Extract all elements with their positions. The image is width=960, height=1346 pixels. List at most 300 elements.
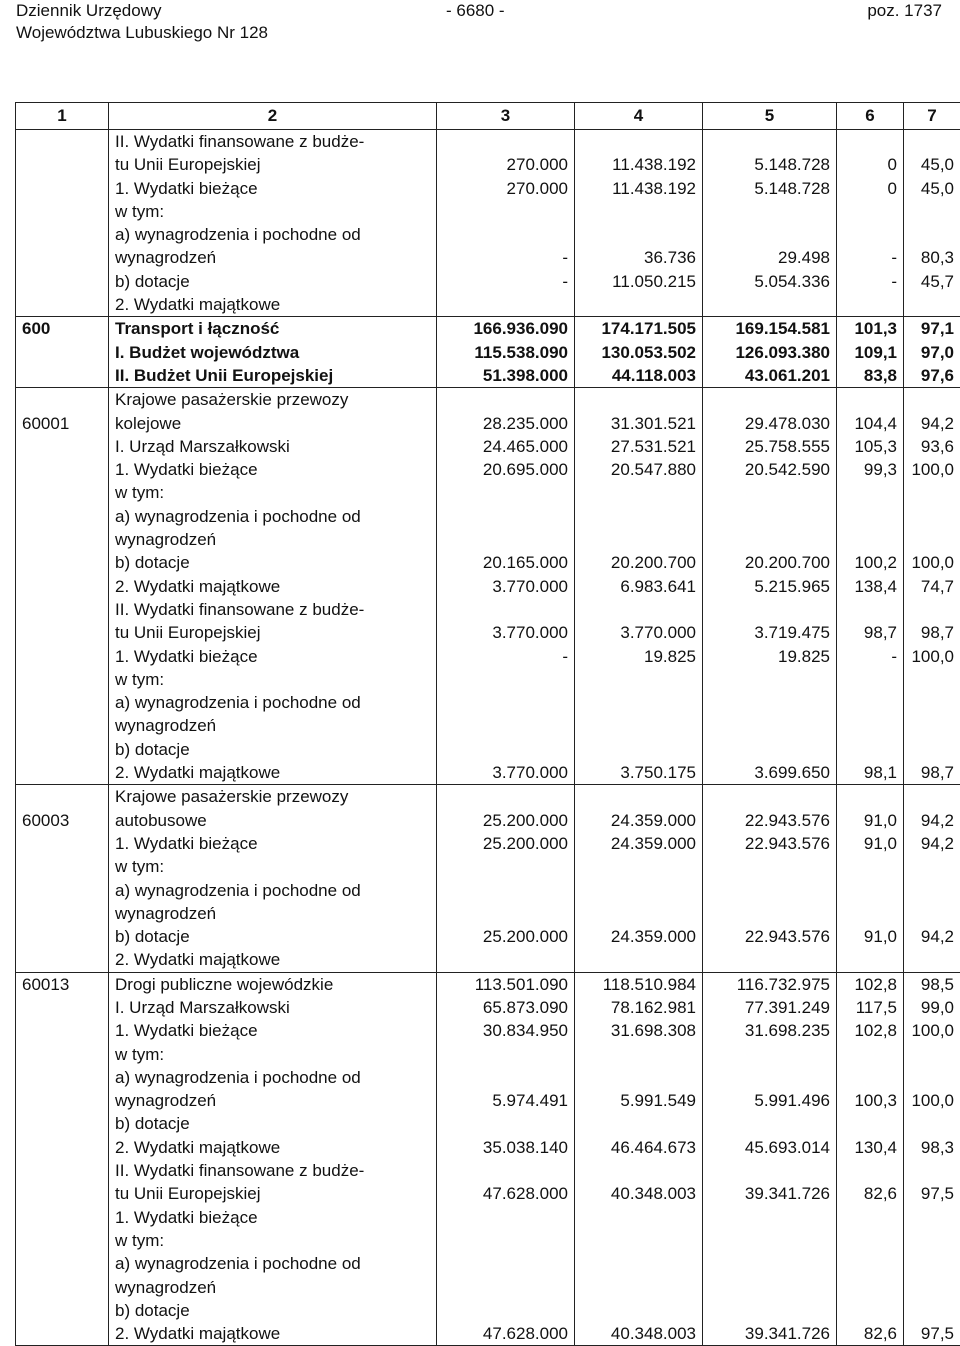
percent-initial-cell — [837, 855, 904, 878]
description-cell — [109, 130, 437, 177]
section-code-cell — [16, 177, 109, 200]
description-line: Krajowe pasażerskie przewozy — [115, 390, 349, 410]
table-row — [16, 1019, 960, 1042]
table-row — [16, 785, 960, 832]
section-code-cell — [16, 505, 109, 552]
description-line: b) dotacje — [115, 553, 190, 573]
table-row — [16, 130, 960, 177]
execution-cell: 5.148.728 — [703, 177, 837, 200]
column-header: 6 — [837, 103, 904, 130]
section-code-cell — [16, 1252, 109, 1299]
execution-cell: 3.719.475 — [703, 598, 837, 645]
execution-cell — [703, 1043, 837, 1066]
percent-changed-cell: 94,2 — [904, 832, 960, 855]
section-code-cell — [16, 1112, 109, 1135]
execution-cell: 5.054.336 — [703, 270, 837, 293]
plan-initial-cell: 25.200.000 — [437, 832, 575, 855]
plan-initial-cell — [437, 481, 575, 504]
description-cell — [109, 1066, 437, 1113]
plan-after-changes-cell: 3.770.000 — [575, 598, 703, 645]
description-line: Transport i łączność — [115, 319, 280, 339]
table-row — [16, 598, 960, 645]
percent-initial-cell: 98,7 — [837, 598, 904, 645]
percent-changed-cell — [904, 668, 960, 691]
execution-cell: 22.943.576 — [703, 925, 837, 948]
execution-cell: 3.699.650 — [703, 761, 837, 785]
description-cell — [109, 761, 437, 785]
description-cell — [109, 293, 437, 317]
description-line: 2. Wydatki majątkowe — [115, 763, 281, 783]
execution-cell: 5.148.728 — [703, 130, 837, 177]
percent-initial-cell — [837, 293, 904, 317]
description-line: b) dotacje — [115, 271, 190, 291]
description-cell — [109, 364, 437, 388]
description-cell — [109, 1019, 437, 1042]
description-cell — [109, 458, 437, 481]
plan-initial-cell — [437, 1299, 575, 1322]
description-cell — [109, 1112, 437, 1135]
execution-cell — [703, 738, 837, 761]
section-code-cell — [16, 996, 109, 1019]
execution-cell: 20.200.700 — [703, 551, 837, 574]
plan-initial-cell — [437, 1252, 575, 1299]
percent-changed-cell: 97,5 — [904, 1159, 960, 1206]
description-line: w tym: — [115, 1230, 165, 1250]
percent-initial-cell: 100,3 — [837, 1066, 904, 1113]
section-code-cell — [16, 1159, 109, 1206]
plan-initial-cell: 30.834.950 — [437, 1019, 575, 1042]
plan-initial-cell: 28.235.000 — [437, 388, 575, 435]
execution-cell — [703, 1229, 837, 1252]
plan-initial-cell: 3.770.000 — [437, 598, 575, 645]
plan-initial-cell: 5.974.491 — [437, 1066, 575, 1113]
plan-initial-cell: 113.501.090 — [437, 972, 575, 996]
description-cell — [109, 200, 437, 223]
plan-after-changes-cell: 20.200.700 — [575, 551, 703, 574]
description-line: b) dotacje — [115, 1114, 190, 1134]
plan-after-changes-cell — [575, 1043, 703, 1066]
section-code-cell — [16, 293, 109, 317]
table-row — [16, 855, 960, 878]
description-line: 2. Wydatki majątkowe — [115, 950, 281, 970]
plan-initial-cell: 47.628.000 — [437, 1322, 575, 1346]
plan-initial-cell — [437, 855, 575, 878]
percent-initial-cell — [837, 1229, 904, 1252]
description-line: a) wynagrodzenia i pochodne od — [115, 506, 361, 526]
page-number: - 6680 - — [446, 1, 505, 20]
section-code-cell — [16, 645, 109, 668]
percent-initial-cell: 91,0 — [837, 832, 904, 855]
plan-after-changes-cell: 20.547.880 — [575, 458, 703, 481]
description-line: a) wynagrodzenia i pochodne od — [115, 1254, 361, 1274]
percent-changed-cell: 100,0 — [904, 1066, 960, 1113]
plan-after-changes-cell — [575, 879, 703, 926]
section-code-cell — [16, 948, 109, 972]
table-row — [16, 551, 960, 574]
plan-after-changes-cell: 118.510.984 — [575, 972, 703, 996]
percent-initial-cell: 91,0 — [837, 785, 904, 832]
percent-changed-cell: 97,5 — [904, 1322, 960, 1346]
table-row — [16, 1112, 960, 1135]
description-cell — [109, 1043, 437, 1066]
column-header: 1 — [16, 103, 109, 130]
percent-initial-cell — [837, 1206, 904, 1229]
execution-cell: 43.061.201 — [703, 364, 837, 388]
table-row — [16, 435, 960, 458]
description-cell — [109, 317, 437, 341]
description-line: w tym: — [115, 857, 165, 877]
section-code-cell — [16, 738, 109, 761]
percent-initial-cell: 104,4 — [837, 388, 904, 435]
position-number: poz. 1737 — [867, 1, 942, 20]
description-cell — [109, 972, 437, 996]
description-line: Drogi publiczne wojewódzkie — [115, 974, 334, 994]
percent-changed-cell: 97,0 — [904, 341, 960, 364]
description-line: I. Urząd Marszałkowski — [115, 997, 290, 1017]
execution-cell — [703, 1299, 837, 1322]
table-row — [16, 996, 960, 1019]
table-row — [16, 1066, 960, 1113]
column-header: 3 — [437, 103, 575, 130]
description-line: wynagrodzeń — [115, 248, 217, 268]
section-code-cell — [16, 855, 109, 878]
description-cell — [109, 575, 437, 598]
plan-initial-cell — [437, 879, 575, 926]
column-header: 4 — [575, 103, 703, 130]
description-cell — [109, 668, 437, 691]
section-code-cell — [16, 551, 109, 574]
percent-changed-cell: 94,2 — [904, 785, 960, 832]
plan-initial-cell — [437, 1112, 575, 1135]
plan-initial-cell: 25.200.000 — [437, 925, 575, 948]
description-line: II. Wydatki finansowane z budże- — [115, 1161, 365, 1181]
description-line: a) wynagrodzenia i pochodne od — [115, 225, 361, 245]
description-line: 1. Wydatki bieżące — [115, 178, 258, 198]
section-code-cell — [16, 223, 109, 270]
percent-changed-cell: 98,7 — [904, 761, 960, 785]
section-code-cell — [16, 761, 109, 785]
percent-changed-cell — [904, 481, 960, 504]
percent-initial-cell: 102,8 — [837, 972, 904, 996]
plan-after-changes-cell — [575, 200, 703, 223]
description-line: 1. Wydatki bieżące — [115, 460, 258, 480]
percent-initial-cell: 109,1 — [837, 341, 904, 364]
description-line: II. Wydatki finansowane z budże- — [115, 132, 365, 151]
execution-cell — [703, 1112, 837, 1135]
description-line: autobusowe — [115, 810, 207, 830]
plan-initial-cell: 24.465.000 — [437, 435, 575, 458]
execution-cell: 39.341.726 — [703, 1322, 837, 1346]
plan-after-changes-cell: 130.053.502 — [575, 341, 703, 364]
description-cell — [109, 551, 437, 574]
plan-initial-cell: 20.165.000 — [437, 551, 575, 574]
section-code-cell — [16, 598, 109, 645]
description-line: tu Unii Europejskiej — [115, 1184, 261, 1204]
description-line: 1. Wydatki bieżące — [115, 1021, 258, 1041]
plan-after-changes-cell: 40.348.003 — [575, 1159, 703, 1206]
table-row — [16, 1252, 960, 1299]
percent-initial-cell — [837, 948, 904, 972]
description-line: w tym: — [115, 1044, 165, 1064]
description-cell — [109, 879, 437, 926]
description-line: tu Unii Europejskiej — [115, 155, 261, 175]
plan-initial-cell: - — [437, 223, 575, 270]
description-line: w tym: — [115, 201, 165, 221]
description-line: wynagrodzeń — [115, 903, 217, 923]
execution-cell: 25.758.555 — [703, 435, 837, 458]
execution-cell: 169.154.581 — [703, 317, 837, 341]
plan-after-changes-cell: 78.162.981 — [575, 996, 703, 1019]
plan-initial-cell — [437, 1043, 575, 1066]
description-cell — [109, 785, 437, 832]
description-line: Krajowe pasażerskie przewozy — [115, 787, 349, 807]
execution-cell: 19.825 — [703, 645, 837, 668]
percent-changed-cell: 45,7 — [904, 270, 960, 293]
description-line: 1. Wydatki bieżące — [115, 646, 258, 666]
plan-after-changes-cell — [575, 948, 703, 972]
percent-initial-cell: 138,4 — [837, 575, 904, 598]
table-row — [16, 481, 960, 504]
plan-initial-cell: 65.873.090 — [437, 996, 575, 1019]
table-row — [16, 1043, 960, 1066]
table-row — [16, 691, 960, 738]
section-code-cell — [16, 130, 109, 177]
table-row — [16, 223, 960, 270]
table-row — [16, 925, 960, 948]
percent-changed-cell — [904, 1112, 960, 1135]
percent-initial-cell: 101,3 — [837, 317, 904, 341]
section-code-cell — [16, 481, 109, 504]
percent-changed-cell — [904, 200, 960, 223]
plan-after-changes-cell — [575, 481, 703, 504]
percent-changed-cell — [904, 855, 960, 878]
execution-cell: 29.478.030 — [703, 388, 837, 435]
section-code-cell — [16, 270, 109, 293]
percent-changed-cell — [904, 293, 960, 317]
plan-initial-cell: 47.628.000 — [437, 1159, 575, 1206]
plan-initial-cell — [437, 948, 575, 972]
percent-changed-cell: 99,0 — [904, 996, 960, 1019]
plan-initial-cell — [437, 691, 575, 738]
section-code-cell — [16, 1066, 109, 1113]
percent-initial-cell: 0 — [837, 130, 904, 177]
plan-after-changes-cell: 31.301.521 — [575, 388, 703, 435]
table-row — [16, 341, 960, 364]
table-row — [16, 1136, 960, 1159]
description-line: b) dotacje — [115, 927, 190, 947]
description-line: w tym: — [115, 483, 165, 503]
plan-initial-cell — [437, 738, 575, 761]
description-cell — [109, 855, 437, 878]
percent-changed-cell — [904, 1206, 960, 1229]
percent-initial-cell: - — [837, 270, 904, 293]
percent-initial-cell: 82,6 — [837, 1159, 904, 1206]
section-code-cell — [16, 435, 109, 458]
description-cell — [109, 1206, 437, 1229]
section-code-cell — [16, 1299, 109, 1322]
percent-changed-cell: 100,0 — [904, 458, 960, 481]
plan-initial-cell: 20.695.000 — [437, 458, 575, 481]
table-row — [16, 364, 960, 388]
percent-initial-cell: - — [837, 645, 904, 668]
percent-changed-cell — [904, 1299, 960, 1322]
percent-changed-cell: 98,3 — [904, 1136, 960, 1159]
percent-changed-cell: 100,0 — [904, 1019, 960, 1042]
table-row — [16, 177, 960, 200]
description-line: a) wynagrodzenia i pochodne od — [115, 1067, 361, 1087]
table-row — [16, 388, 960, 435]
plan-after-changes-cell — [575, 668, 703, 691]
description-cell — [109, 598, 437, 645]
plan-after-changes-cell: 24.359.000 — [575, 925, 703, 948]
plan-initial-cell — [437, 1229, 575, 1252]
plan-after-changes-cell: 6.983.641 — [575, 575, 703, 598]
percent-initial-cell: 83,8 — [837, 364, 904, 388]
percent-changed-cell — [904, 1043, 960, 1066]
percent-changed-cell: 100,0 — [904, 551, 960, 574]
table-row — [16, 668, 960, 691]
section-code-cell — [16, 575, 109, 598]
execution-cell — [703, 691, 837, 738]
execution-cell: 20.542.590 — [703, 458, 837, 481]
table-row — [16, 761, 960, 785]
plan-initial-cell — [437, 200, 575, 223]
page-header — [0, 0, 960, 50]
table-row — [16, 1159, 960, 1206]
percent-changed-cell — [904, 948, 960, 972]
percent-initial-cell: - — [837, 223, 904, 270]
table-row — [16, 948, 960, 972]
section-code-cell: 60001 — [16, 388, 109, 435]
percent-initial-cell: 102,8 — [837, 1019, 904, 1042]
plan-initial-cell — [437, 1206, 575, 1229]
description-cell — [109, 505, 437, 552]
percent-changed-cell: 98,5 — [904, 972, 960, 996]
plan-initial-cell: 25.200.000 — [437, 785, 575, 832]
plan-after-changes-cell — [575, 293, 703, 317]
plan-after-changes-cell — [575, 691, 703, 738]
execution-cell — [703, 855, 837, 878]
description-cell — [109, 996, 437, 1019]
plan-after-changes-cell: 24.359.000 — [575, 832, 703, 855]
percent-initial-cell — [837, 1043, 904, 1066]
execution-cell — [703, 200, 837, 223]
execution-cell — [703, 1206, 837, 1229]
description-cell — [109, 177, 437, 200]
description-cell — [109, 1299, 437, 1322]
plan-after-changes-cell — [575, 1229, 703, 1252]
percent-initial-cell — [837, 481, 904, 504]
plan-after-changes-cell — [575, 1206, 703, 1229]
plan-after-changes-cell — [575, 505, 703, 552]
plan-initial-cell: 270.000 — [437, 130, 575, 177]
plan-after-changes-cell: 46.464.673 — [575, 1136, 703, 1159]
execution-cell: 39.341.726 — [703, 1159, 837, 1206]
description-cell — [109, 223, 437, 270]
plan-initial-cell: 270.000 — [437, 177, 575, 200]
table-row — [16, 293, 960, 317]
description-cell — [109, 1229, 437, 1252]
column-header: 2 — [109, 103, 437, 130]
plan-after-changes-cell: 24.359.000 — [575, 785, 703, 832]
execution-cell: 29.498 — [703, 223, 837, 270]
execution-cell: 5.215.965 — [703, 575, 837, 598]
percent-initial-cell — [837, 668, 904, 691]
description-line: wynagrodzeń — [115, 1277, 217, 1297]
plan-initial-cell: 51.398.000 — [437, 364, 575, 388]
execution-cell — [703, 505, 837, 552]
description-cell — [109, 1252, 437, 1299]
percent-initial-cell: 105,3 — [837, 435, 904, 458]
plan-initial-cell — [437, 668, 575, 691]
execution-cell: 45.693.014 — [703, 1136, 837, 1159]
section-code-cell — [16, 879, 109, 926]
section-code-cell — [16, 341, 109, 364]
plan-after-changes-cell — [575, 855, 703, 878]
section-code-cell: 60013 — [16, 972, 109, 996]
description-line: II. Wydatki finansowane z budże- — [115, 599, 365, 619]
description-line: w tym: — [115, 669, 165, 689]
section-code-cell — [16, 1136, 109, 1159]
description-cell — [109, 832, 437, 855]
section-code-cell — [16, 832, 109, 855]
table-row — [16, 1206, 960, 1229]
plan-after-changes-cell: 11.438.192 — [575, 130, 703, 177]
execution-cell — [703, 948, 837, 972]
description-line: wynagrodzeń — [115, 1091, 217, 1111]
percent-initial-cell — [837, 1252, 904, 1299]
table-header-row — [16, 103, 960, 130]
journal-subtitle: Województwa Lubuskiego Nr 128 — [16, 23, 268, 42]
percent-changed-cell — [904, 1229, 960, 1252]
plan-initial-cell — [437, 505, 575, 552]
percent-changed-cell: 97,6 — [904, 364, 960, 388]
table-row — [16, 1229, 960, 1252]
percent-changed-cell — [904, 691, 960, 738]
table-row — [16, 879, 960, 926]
percent-changed-cell — [904, 1252, 960, 1299]
execution-cell — [703, 879, 837, 926]
description-cell — [109, 435, 437, 458]
table-row — [16, 458, 960, 481]
table-row — [16, 972, 960, 996]
description-cell — [109, 1159, 437, 1206]
plan-initial-cell — [437, 293, 575, 317]
description-line: I. Urząd Marszałkowski — [115, 436, 290, 456]
description-line: b) dotacje — [115, 1300, 190, 1320]
section-code-cell: 60003 — [16, 785, 109, 832]
execution-cell: 22.943.576 — [703, 832, 837, 855]
plan-initial-cell: 166.936.090 — [437, 317, 575, 341]
section-code-cell — [16, 458, 109, 481]
plan-initial-cell: 3.770.000 — [437, 575, 575, 598]
description-cell — [109, 645, 437, 668]
section-code-cell — [16, 925, 109, 948]
execution-cell — [703, 293, 837, 317]
percent-changed-cell: 100,0 — [904, 645, 960, 668]
plan-after-changes-cell: 3.750.175 — [575, 761, 703, 785]
section-code-cell — [16, 1206, 109, 1229]
percent-changed-cell: 74,7 — [904, 575, 960, 598]
description-line: 1. Wydatki bieżące — [115, 1207, 258, 1227]
plan-after-changes-cell: 11.050.215 — [575, 270, 703, 293]
table-row — [16, 505, 960, 552]
plan-after-changes-cell: 19.825 — [575, 645, 703, 668]
section-code-cell — [16, 1229, 109, 1252]
percent-initial-cell: 98,1 — [837, 761, 904, 785]
percent-initial-cell — [837, 879, 904, 926]
percent-initial-cell: 82,6 — [837, 1322, 904, 1346]
